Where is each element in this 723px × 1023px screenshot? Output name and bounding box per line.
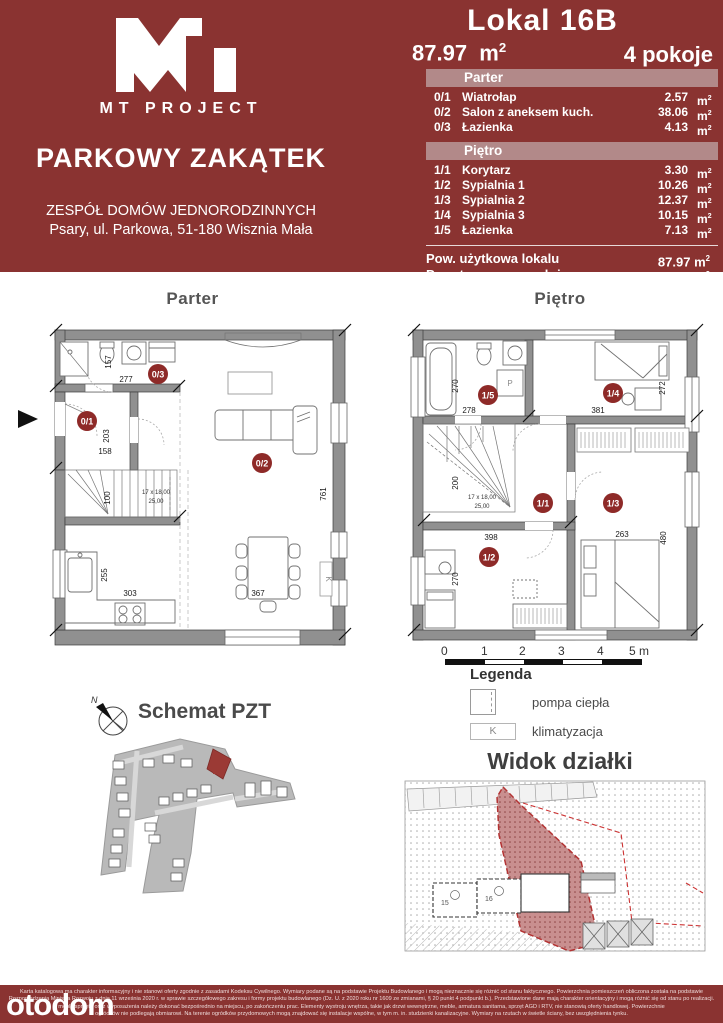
row-value: 3.30: [664, 163, 688, 177]
scale-bar-track: [445, 659, 642, 665]
svg-text:16: 16: [485, 896, 493, 903]
row-no: 1/3: [434, 193, 451, 207]
project-subtitle: ZESPÓŁ DOMÓW JEDNORODZINNYCH: [46, 203, 316, 219]
svg-text:381: 381: [591, 406, 605, 415]
svg-text:1/4: 1/4: [606, 388, 620, 399]
table-row: [426, 223, 718, 241]
row-unit: $m^2$: [697, 181, 712, 196]
row-no: 0/1: [434, 90, 451, 104]
row-no: 1/2: [434, 178, 451, 192]
legend-label: klimatyzacja: [532, 724, 603, 739]
total-value: 258.67 $m^2$: [650, 286, 710, 302]
row-name: Sypialnia 1: [462, 178, 525, 192]
scale-label: 2: [519, 644, 526, 658]
row-value: 7.13: [664, 223, 688, 237]
header-left: [0, 0, 362, 272]
pietro-plan-title: Piętro: [534, 289, 586, 308]
svg-text:1/2: 1/2: [482, 552, 496, 563]
svg-text:761: 761: [319, 487, 328, 501]
svg-text:1/5: 1/5: [481, 390, 495, 401]
total-row: [426, 251, 718, 270]
table-row: [426, 105, 718, 123]
parter-k-box: [320, 562, 333, 596]
total-label: Pow. terenu przynależnego: [426, 267, 594, 282]
row-unit: $m^2$: [697, 166, 712, 181]
header: [0, 0, 723, 302]
legend-title: Legenda: [470, 666, 532, 683]
svg-text:1/3: 1/3: [606, 498, 620, 509]
total-label: Pow. użytkowa lokalu: [426, 251, 560, 266]
row-no: 0/3: [434, 120, 451, 134]
row-no: 1/4: [434, 208, 451, 222]
schemat-pzt-title: Schemat PZT: [138, 700, 272, 723]
svg-text:1/1: 1/1: [536, 498, 550, 509]
parter-living-furniture: [215, 333, 317, 612]
svg-text:157: 157: [104, 355, 113, 369]
parter-plan-title: Parter: [166, 289, 219, 308]
svg-text:203: 203: [102, 429, 111, 443]
svg-text:480: 480: [659, 531, 668, 545]
row-unit: $m^2$: [697, 123, 712, 138]
widok-dzialki-title: Widok działki: [487, 748, 633, 774]
mt-project-logo-icon: [116, 18, 246, 92]
unit-area: 87.97 $m^2$: [412, 40, 507, 66]
row-name: Salon z aneksem kuch.: [462, 105, 594, 119]
row-name: Sypialnia 2: [462, 193, 525, 207]
svg-text:25,00: 25,00: [148, 499, 164, 505]
project-address: Psary, ul. Parkowa, 51-180 Wisznia Mała: [49, 222, 313, 238]
total-value: 87.97 $m^2$: [657, 254, 710, 270]
svg-text:N: N: [91, 695, 98, 705]
scale-label: 5 m: [629, 644, 650, 658]
table-row: [426, 208, 718, 226]
table-row: [426, 90, 718, 108]
section-header-parter: Parter: [426, 69, 718, 87]
parter-zone-lines: [180, 392, 188, 630]
svg-text:270: 270: [451, 379, 460, 393]
row-unit: $m^2$: [697, 196, 712, 211]
svg-text:0/2: 0/2: [255, 458, 269, 469]
table-row: [426, 178, 718, 196]
svg-text:303: 303: [123, 589, 137, 598]
row-unit: $m^2$: [697, 108, 712, 123]
svg-text:255: 255: [100, 568, 109, 582]
svg-text:272: 272: [658, 381, 667, 395]
pietro-bedroom2-furniture: [581, 540, 659, 628]
row-value: 10.15: [657, 208, 688, 222]
row-value: 4.13: [664, 120, 688, 134]
row-value: 12.37: [657, 193, 688, 207]
footer-line: mebli, sprzętu oraz wyposażenia należy dokonać bezpośrednio na miejscu, po zakończeniu prac. Elementy wystroju wnętrza, takie jak drzwi wewnętrzne, meble, armatura sanitarna, sprzęt AGD i RTV, nie stanowią oferty handlowej. Powierzchnie: [58, 1003, 665, 1010]
row-name: Łazienka: [462, 120, 513, 134]
scale-label: 1: [481, 644, 488, 658]
parter-floorplan: [10, 322, 355, 647]
unit-panel: [362, 0, 723, 302]
parter-kitchen: [65, 552, 175, 625]
row-no: 1/1: [434, 163, 451, 177]
svg-text:17 x 18,00: 17 x 18,00: [467, 495, 497, 501]
pietro-wardrobes: [577, 428, 689, 452]
row-no: 0/2: [434, 105, 451, 119]
svg-text:270: 270: [451, 572, 460, 586]
row-unit: $m^2$: [697, 226, 712, 241]
svg-text:263: 263: [615, 530, 629, 539]
otodom-logo: otodom: [6, 987, 114, 1022]
table-row: [426, 163, 718, 181]
footer: [0, 985, 723, 1023]
svg-text:0/1: 0/1: [80, 416, 94, 427]
section-header-pietro: Piętro: [426, 142, 718, 160]
footer-line: ogródków nie podlegają obmiarowi. Na terenie ogródków przydomowych mogą znajdować się instalacje wspólne, w tym m. in. studzienki kanalizacyjne. Wymiary na rzutach w świetle ściany, bez uwzględnienia tynku.: [95, 1011, 628, 1018]
p-box-label: P: [507, 379, 513, 388]
row-name: Sypialnia 3: [462, 208, 525, 222]
legend-item-ac: [470, 723, 609, 740]
unit-title: Lokal 16B: [467, 4, 618, 37]
heat-pump-icon: [470, 689, 496, 715]
legend-item-heat-pump: [470, 689, 609, 715]
svg-text:277: 277: [119, 375, 133, 384]
row-value: 38.06: [657, 105, 688, 119]
row-name: Wiatrołap: [462, 90, 517, 104]
entrance-arrow-icon: [18, 410, 38, 428]
svg-text:15: 15: [441, 900, 449, 907]
unit-rooms: 4 pokoje: [623, 42, 713, 67]
row-unit: $m^2$: [697, 93, 712, 108]
pietro-bathroom-fixtures: [426, 341, 527, 415]
row-value: 10.26: [657, 178, 688, 192]
row-name: Korytarz: [462, 163, 511, 177]
ac-icon: K: [470, 723, 516, 740]
scale-label: 0: [441, 644, 448, 658]
plot-view: [403, 775, 718, 958]
row-value: 2.57: [664, 90, 688, 104]
row-name: Łazienka: [462, 223, 513, 237]
row-no: 1/5: [434, 223, 451, 237]
svg-text:398: 398: [484, 533, 498, 542]
legend-label: pompa ciepła: [532, 694, 610, 710]
svg-text:278: 278: [462, 406, 476, 415]
svg-text:17 x 18,00: 17 x 18,00: [141, 490, 171, 496]
total-label: Pow. terenu zielonego: [426, 283, 563, 298]
svg-text:100: 100: [103, 491, 112, 505]
row-unit: $m^2$: [697, 211, 712, 226]
parter-walls: [55, 330, 345, 645]
svg-text:K: K: [324, 576, 333, 582]
site-plan: [85, 735, 300, 895]
pietro-floorplan: [385, 322, 710, 647]
footer-line: Rozporządzenia Ministra Rozwoju z dnia 11 września 2020 r. w sprawie szczegółowego zakresu i formy projektu budowlanego (Dz. U. z 2020 roku nr 1609 ze zmianami, § 20 punkt 4 podpunkt b.). Przedstawione dane mają charakter orientacyjny i mogą różnić się od stanu po realizacji.: [8, 996, 715, 1003]
project-name: PARKOWY ZAKĄTEK: [36, 143, 326, 173]
legend: [470, 666, 609, 748]
logo-wordmark: MT PROJECT: [99, 100, 263, 117]
room-table: [426, 69, 718, 302]
svg-text:367: 367: [251, 589, 265, 598]
scale-label: 3: [558, 644, 565, 658]
table-row: [426, 193, 718, 211]
svg-text:158: 158: [98, 447, 112, 456]
svg-text:0/3: 0/3: [151, 369, 165, 380]
svg-text:25,00: 25,00: [474, 504, 490, 510]
total-row: [426, 267, 718, 286]
svg-text:200: 200: [451, 476, 460, 490]
table-row: [426, 120, 718, 138]
scale-label: 4: [597, 644, 604, 658]
total-value: 362.52 $m^2$: [650, 270, 710, 286]
footer-line: Karta katalogowa ma charakter informacyjny i nie stanowi oferty zgodnie z zasadami Kodeksu Cywilnego. Wymiary podane są na podstawie Projektu Budowlanego i mogą nieznacznie się różnić od stanu faktycznego. Powierzchnia pomieszczeń obliczona została na podstawie: [19, 989, 704, 995]
